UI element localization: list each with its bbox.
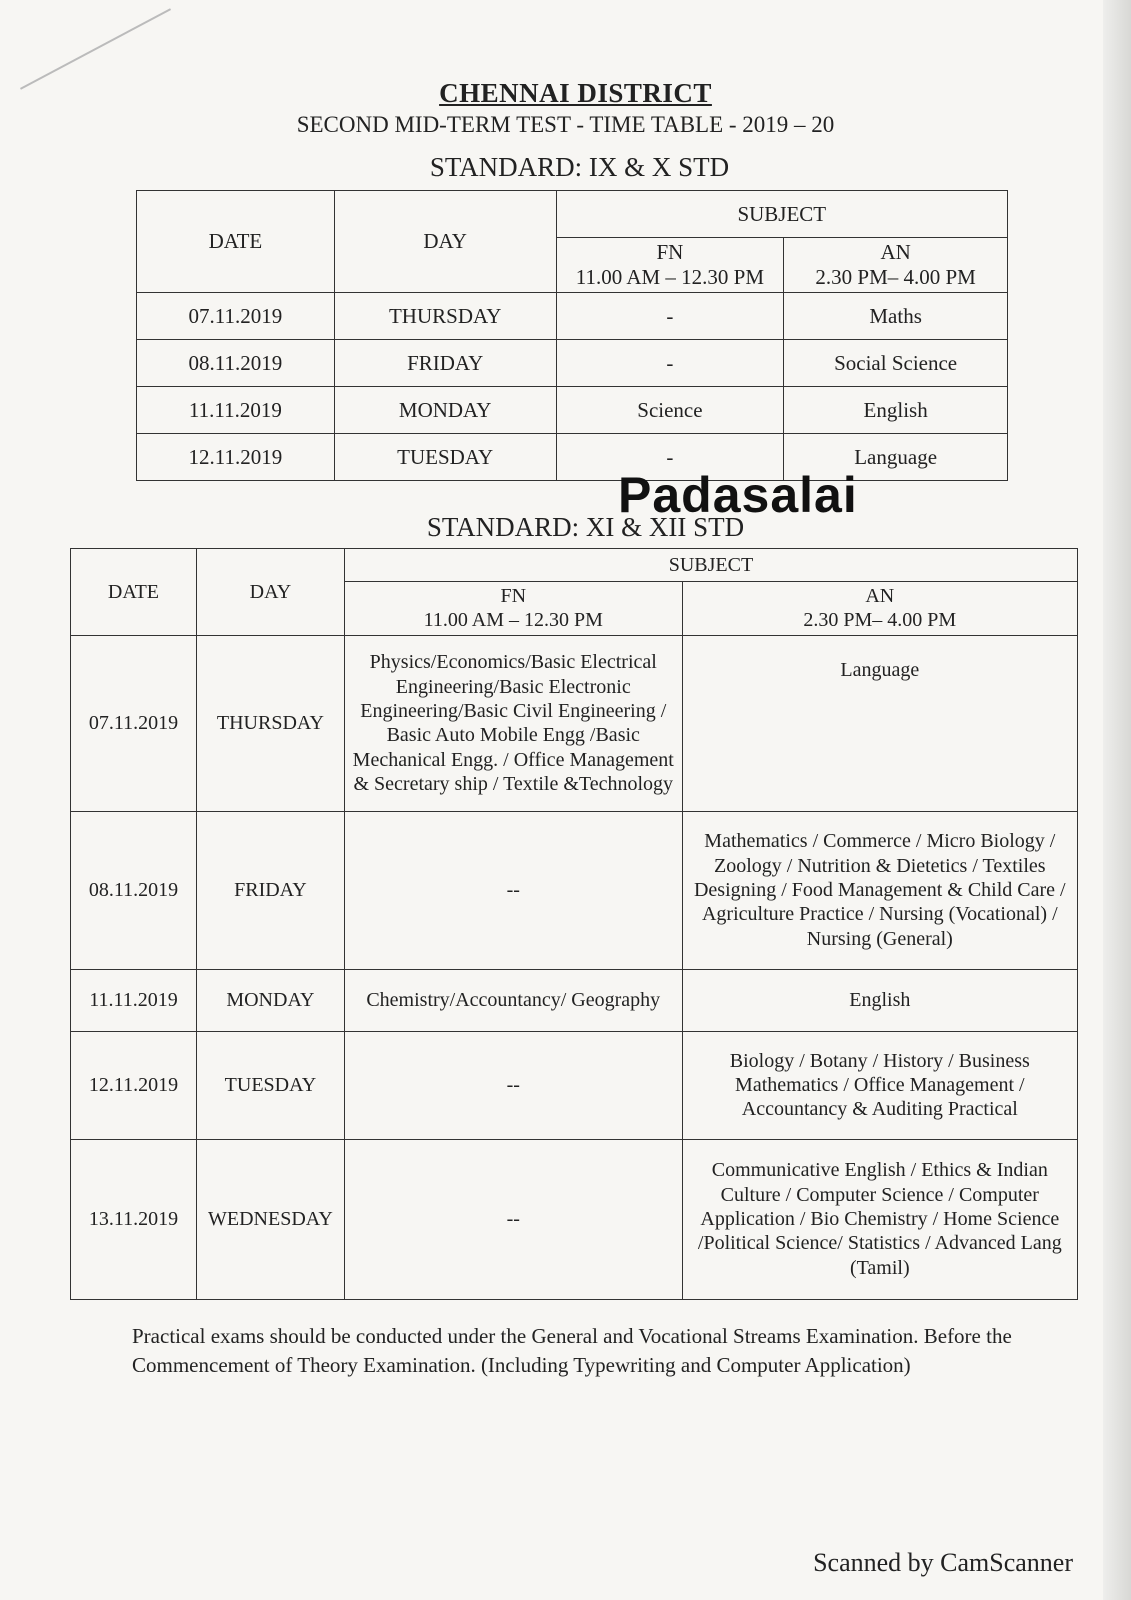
- header-an-time: 2.30 PM– 4.00 PM: [815, 265, 976, 289]
- row-date: 07.11.2019: [71, 635, 197, 811]
- watermark-logo: Padasalai: [618, 467, 858, 523]
- row-an: Language: [784, 434, 1008, 481]
- header-an: [784, 238, 1008, 293]
- row-day: WEDNESDAY: [196, 1139, 344, 1299]
- row-day: MONDAY: [196, 969, 344, 1031]
- header-subject: SUBJECT: [556, 191, 1007, 238]
- header-day: DAY: [334, 191, 556, 293]
- scanner-footer: Scanned by CamScanner: [813, 1548, 1073, 1577]
- row-date: 08.11.2019: [137, 340, 335, 387]
- table-row: [71, 1031, 1078, 1139]
- timetable-xi-xii: [70, 548, 1078, 1300]
- test-title: SECOND MID-TERM TEST - TIME TABLE - 2019 – 20: [296, 112, 835, 137]
- header-date: DATE: [71, 549, 197, 636]
- row-day: FRIDAY: [196, 811, 344, 969]
- header-day: DAY: [196, 549, 344, 636]
- row-an: English: [784, 387, 1008, 434]
- row-date: 07.11.2019: [137, 293, 335, 340]
- row-date: 12.11.2019: [71, 1031, 197, 1139]
- table-row: [137, 340, 1008, 387]
- table-row: [137, 434, 1008, 481]
- row-fn: Physics/Economics/Basic Electrical Engineering/Basic Electronic Engineering/Basic Civil Engineering / Basic Auto Mobile Engg /Basic Mechanical Engg. / Office Management & Secretary ship / Textile &Technology: [344, 635, 682, 811]
- header-fn: [344, 582, 682, 636]
- header-an-label: AN: [880, 240, 911, 264]
- row-fn: --: [344, 811, 682, 969]
- row-date: 11.11.2019: [137, 387, 335, 434]
- district-title: CHENNAI DISTRICT: [439, 78, 712, 108]
- row-day: TUESDAY: [334, 434, 556, 481]
- row-an: Mathematics / Commerce / Micro Biology / Zoology / Nutrition & Dietetics / Textiles Designing / Food Management & Child Care / Agriculture Practice / Nursing (Vocational) / Nursing (General): [682, 811, 1077, 969]
- row-date: 08.11.2019: [71, 811, 197, 969]
- row-fn: Chemistry/Accountancy/ Geography: [344, 969, 682, 1031]
- table-row: [137, 293, 1008, 340]
- row-an: Social Science: [784, 340, 1008, 387]
- row-an: English: [682, 969, 1077, 1031]
- row-fn: Science: [556, 387, 784, 434]
- header-fn-time: 11.00 AM – 12.30 PM: [575, 265, 765, 289]
- row-fn: --: [344, 1139, 682, 1299]
- row-day: MONDAY: [334, 387, 556, 434]
- header-an: [682, 582, 1077, 636]
- row-fn: -: [556, 293, 784, 340]
- header-fn-time: 11.00 AM – 12.30 PM: [423, 609, 603, 632]
- row-day: FRIDAY: [334, 340, 556, 387]
- table-row: [71, 635, 1078, 811]
- row-date: 12.11.2019: [137, 434, 335, 481]
- row-day: TUESDAY: [196, 1031, 344, 1139]
- row-an: Communicative English / Ethics & Indian Culture / Computer Science / Computer Application / Bio Chemistry / Home Science /Political Science/ Statistics / Advanced Lang (Tamil): [682, 1139, 1077, 1299]
- table-row: [137, 387, 1008, 434]
- header-fn-label: FN: [656, 240, 684, 264]
- row-an: Maths: [784, 293, 1008, 340]
- row-fn: --: [344, 1031, 682, 1139]
- row-fn: -: [556, 434, 784, 481]
- table-row: [71, 811, 1078, 969]
- row-date: 11.11.2019: [71, 969, 197, 1031]
- header-date: DATE: [137, 191, 335, 293]
- header-an-time: 2.30 PM– 4.00 PM: [803, 609, 957, 632]
- row-date: 13.11.2019: [71, 1139, 197, 1299]
- row-day: THURSDAY: [196, 635, 344, 811]
- table-row: [71, 1139, 1078, 1299]
- row-fn: -: [556, 340, 784, 387]
- row-an: Biology / Botany / History / Business Mathematics / Office Management / Accountancy & Auditing Practical: [682, 1031, 1077, 1139]
- table-row: [71, 969, 1078, 1031]
- header-fn: [556, 238, 784, 293]
- standard-xi-xii-title: STANDARD: XI & XII STD: [426, 512, 745, 542]
- standard-ix-x-title: STANDARD: IX & X STD: [429, 152, 730, 182]
- timetable-ix-x: [136, 190, 1008, 481]
- header-subject: SUBJECT: [344, 549, 1077, 582]
- header-an-label: AN: [865, 585, 895, 607]
- row-day: THURSDAY: [334, 293, 556, 340]
- header-fn-label: FN: [500, 585, 527, 607]
- paper-edge: [1103, 0, 1131, 1600]
- row-an: Language: [682, 635, 1077, 811]
- practical-exam-note: Practical exams should be conducted under the General and Vocational Streams Examination. Before the Commencement of Theory Examination. (Including Typewriting and Computer Application): [132, 1324, 1012, 1377]
